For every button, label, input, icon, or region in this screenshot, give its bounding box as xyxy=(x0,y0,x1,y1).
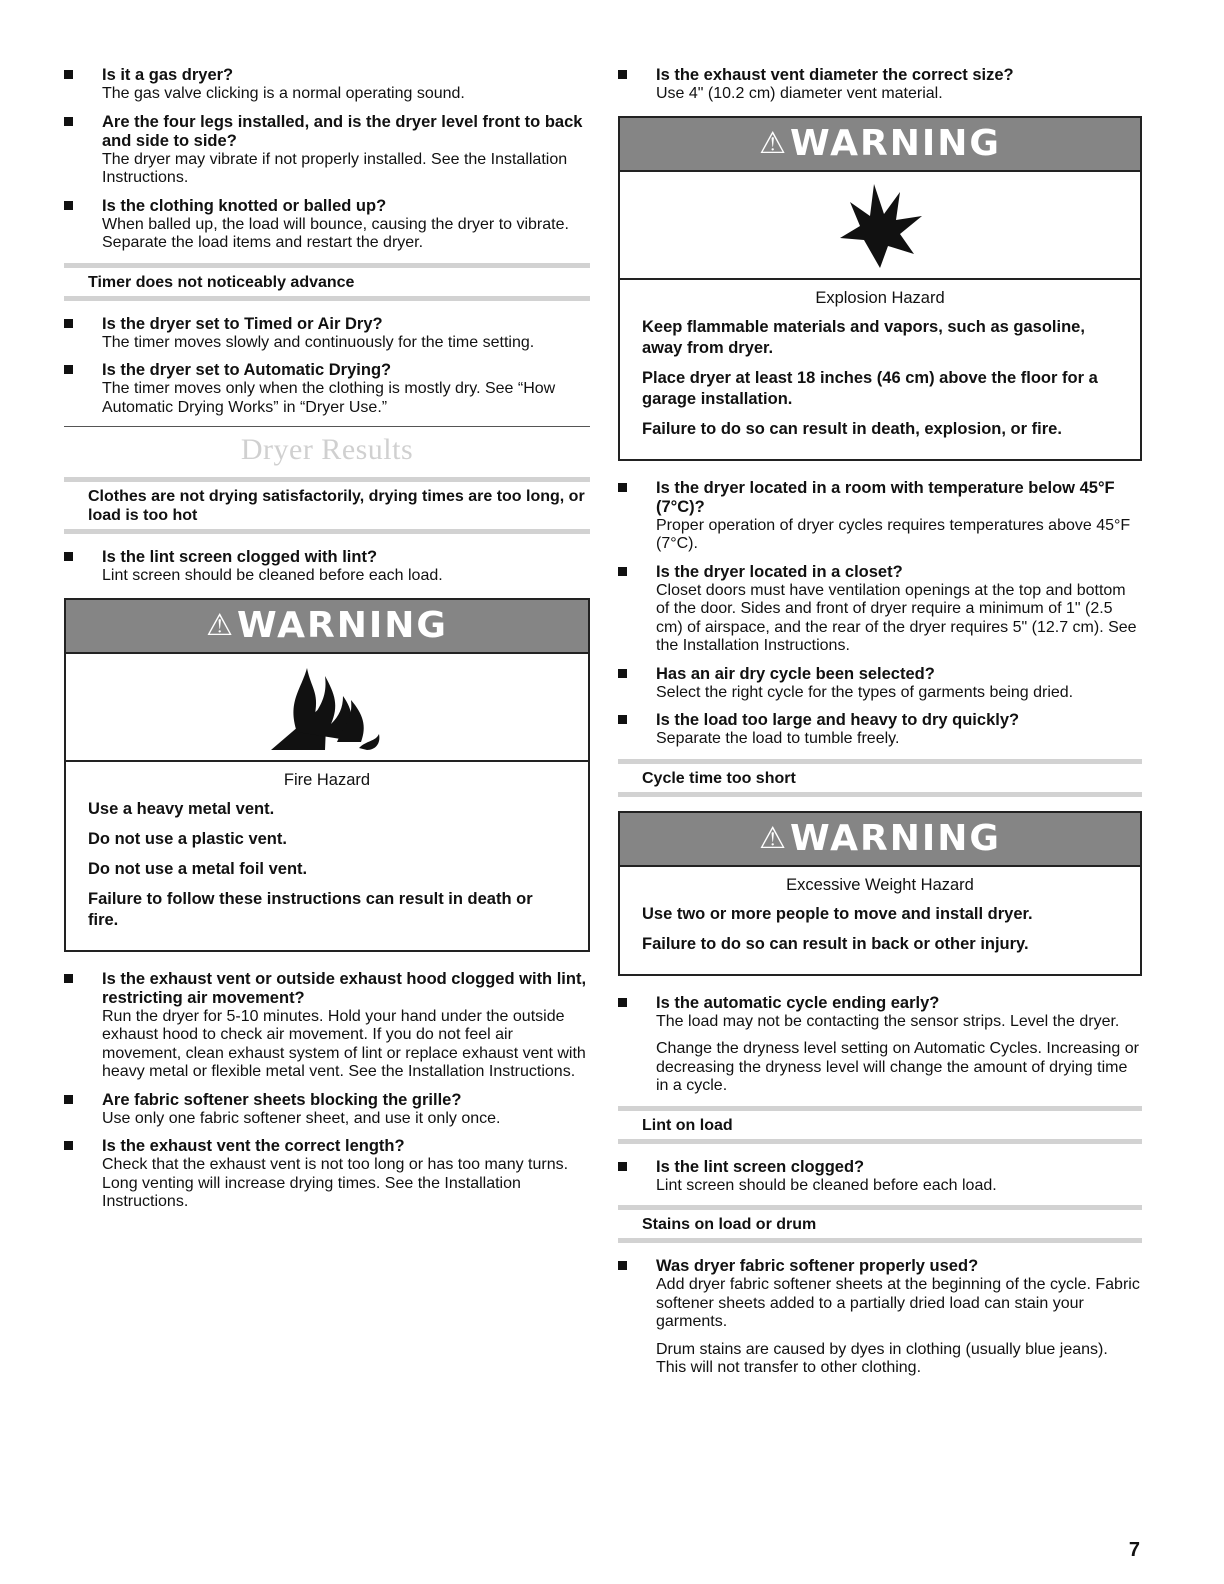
answer: Run the dryer for 5-10 minutes. Hold your hand under the outside exhaust hood to check air movement. If you do not feel air movement, clean exhaust system of lint or replace exhaust vent with heavy metal or flexible metal vent. See the Installation Instructions. xyxy=(102,1007,586,1080)
bullet-icon xyxy=(618,669,627,678)
bullet-icon xyxy=(64,319,73,328)
weight-warning-box xyxy=(618,811,1142,976)
list-item xyxy=(64,548,590,586)
warning-label: WARNING xyxy=(790,818,1001,859)
list-item xyxy=(64,113,590,188)
bullet-icon xyxy=(64,70,73,79)
list-item xyxy=(618,66,1142,104)
page-number: 7 xyxy=(1128,1539,1140,1561)
warning-line: Do not use a plastic vent. xyxy=(88,829,287,848)
list-item xyxy=(64,197,590,253)
hazard-title: Fire Hazard xyxy=(283,770,371,789)
bullet-icon xyxy=(64,117,73,126)
bullet-icon xyxy=(618,1162,627,1171)
answer: Lint screen should be cleaned before each load. xyxy=(656,1176,997,1194)
list-item xyxy=(64,361,590,417)
section-heading-results: Clothes are not drying satisfactorily, drying times are too long, or load is too hot xyxy=(64,477,590,534)
fire-icon xyxy=(66,654,588,762)
question: Is the load too large and heavy to dry quickly? xyxy=(656,711,1020,729)
question: Is the exhaust vent diameter the correct size? xyxy=(656,66,1014,84)
section-heading-cycle: Cycle time too short xyxy=(618,759,1142,797)
hazard-title: Explosion Hazard xyxy=(815,288,945,307)
warning-line: Use a heavy metal vent. xyxy=(88,799,275,818)
question: Is the dryer located in a room with temperature below 45°F (7°C)? xyxy=(656,478,1115,516)
bullet-icon xyxy=(64,1141,73,1150)
list-item xyxy=(618,1158,1142,1196)
warning-line: Failure to do so can result in back or other injury. xyxy=(642,934,1029,953)
hazard-title: Excessive Weight Hazard xyxy=(786,875,974,894)
answer: When balled up, the load will bounce, causing the dryer to vibrate. Separate the load items and restart the dryer. xyxy=(102,215,569,251)
bullet-icon xyxy=(618,70,627,79)
warning-body xyxy=(620,280,1140,459)
explosion-warning-box xyxy=(618,116,1142,461)
left-column xyxy=(64,66,590,1221)
list-item xyxy=(64,1137,590,1212)
warning-triangle-icon: ⚠ xyxy=(206,609,234,642)
question: Is the exhaust vent or outside exhaust hood clogged with lint, restricting air movement? xyxy=(102,969,587,1007)
warning-line: Keep flammable materials and vapors, such as gasoline, away from dryer. xyxy=(642,317,1085,357)
answer: The dryer may vibrate if not properly installed. See the Installation Instructions. xyxy=(102,150,568,186)
list-item xyxy=(618,665,1142,703)
question: Is it a gas dryer? xyxy=(102,66,234,84)
warning-line: Failure to do so can result in death, explosion, or fire. xyxy=(642,419,1062,438)
warning-body xyxy=(66,762,588,950)
answer: Separate the load to tumble freely. xyxy=(656,730,900,747)
list-item xyxy=(64,66,590,104)
warning-header xyxy=(620,118,1140,172)
answer: Closet doors must have ventilation openings at the top and bottom of the door. Sides and front of dryer require a minimum of 1" (2.5 cm) of airspace, and the rear of the dryer requires 5" (12.7 cm). See the Installation Instructions. xyxy=(656,581,1137,654)
list-item xyxy=(64,970,590,1082)
section-heading-lint: Lint on load xyxy=(618,1106,1142,1144)
right-column xyxy=(618,66,1142,1387)
bullet-icon xyxy=(618,1261,627,1270)
question: Is the dryer set to Automatic Drying? xyxy=(102,361,392,379)
question: Are the four legs installed, and is the dryer level front to back and side to side? xyxy=(102,112,583,150)
question: Is the dryer set to Timed or Air Dry? xyxy=(102,314,383,333)
list-item xyxy=(64,315,590,353)
question: Is the lint screen clogged with lint? xyxy=(102,548,378,566)
question: Is the automatic cycle ending early? xyxy=(656,993,940,1012)
answer: Select the right cycle for the types of garments being dried. xyxy=(656,683,1074,701)
list-item xyxy=(618,1257,1142,1378)
bullet-icon xyxy=(64,1095,73,1104)
bullet-icon xyxy=(618,715,627,724)
bullet-icon xyxy=(618,483,627,492)
warning-triangle-icon: ⚠ xyxy=(759,127,787,160)
list-item xyxy=(618,711,1142,749)
bullet-icon xyxy=(64,365,73,374)
question: Was dryer fabric softener properly used? xyxy=(656,1257,979,1275)
answer: Drum stains are caused by dyes in clothing (usually blue jeans). This will not transfer to other clothing. xyxy=(656,1340,1108,1376)
warning-triangle-icon: ⚠ xyxy=(759,822,787,855)
bullet-icon xyxy=(618,998,627,1007)
question: Is the dryer located in a closet? xyxy=(656,562,903,581)
bullet-icon xyxy=(64,552,73,561)
answer: Add dryer fabric softener sheets at the beginning of the cycle. Fabric softener sheets added to a partially dried load can stain your garments. xyxy=(656,1276,1140,1330)
list-item xyxy=(64,1091,590,1129)
list-item xyxy=(618,563,1142,656)
answer: The timer moves only when the clothing is mostly dry. See “How Automatic Drying Works” in “Dryer Use.” xyxy=(102,380,556,416)
fire-warning-box xyxy=(64,598,590,952)
section-heading-stains: Stains on load or drum xyxy=(618,1205,1142,1243)
warning-line: Place dryer at least 18 inches (46 cm) above the floor for a garage installation. xyxy=(642,368,1098,408)
question: Is the exhaust vent the correct length? xyxy=(102,1137,405,1155)
answer: The gas valve clicking is a normal operating sound. xyxy=(102,85,465,102)
warning-label: WARNING xyxy=(237,605,448,646)
answer: Use only one fabric softener sheet, and use it only once. xyxy=(102,1109,501,1127)
warning-line: Do not use a metal foil vent. xyxy=(88,859,308,878)
section-title: Dryer Results xyxy=(240,433,414,466)
warning-label: WARNING xyxy=(790,123,1001,164)
divider xyxy=(64,426,590,427)
bullet-icon xyxy=(64,974,73,983)
answer: The load may not be contacting the sensor strips. Level the dryer. xyxy=(656,1012,1120,1030)
warning-header xyxy=(66,600,588,654)
warning-line: Failure to follow these instructions can result in death or fire. xyxy=(88,889,533,929)
warning-body xyxy=(620,867,1140,974)
bullet-icon xyxy=(618,567,627,576)
question: Are fabric softener sheets blocking the grille? xyxy=(102,1090,462,1109)
answer: The timer moves slowly and continuously for the time setting. xyxy=(102,333,535,351)
answer: Use 4" (10.2 cm) diameter vent material. xyxy=(656,85,943,102)
warning-line: Use two or more people to move and install dryer. xyxy=(642,904,1033,923)
answer: Proper operation of dryer cycles requires temperatures above 45°F (7°C). xyxy=(656,516,1131,552)
question: Is the lint screen clogged? xyxy=(656,1157,865,1176)
question: Has an air dry cycle been selected? xyxy=(656,664,935,683)
answer: Lint screen should be cleaned before each load. xyxy=(102,567,443,584)
warning-header xyxy=(620,813,1140,867)
bullet-icon xyxy=(64,201,73,210)
list-item xyxy=(618,994,1142,1096)
answer: Change the dryness level setting on Automatic Cycles. Increasing or decreasing the dryness level will change the amount of drying time in a cycle. xyxy=(656,1040,1139,1094)
list-item xyxy=(618,479,1142,554)
question: Is the clothing knotted or balled up? xyxy=(102,196,387,215)
answer: Check that the exhaust vent is not too long or has too many turns. Long venting will increase drying times. See the Installation Instructions. xyxy=(102,1156,569,1210)
section-heading-timer: Timer does not noticeably advance xyxy=(64,263,590,301)
explosion-icon xyxy=(620,172,1140,280)
